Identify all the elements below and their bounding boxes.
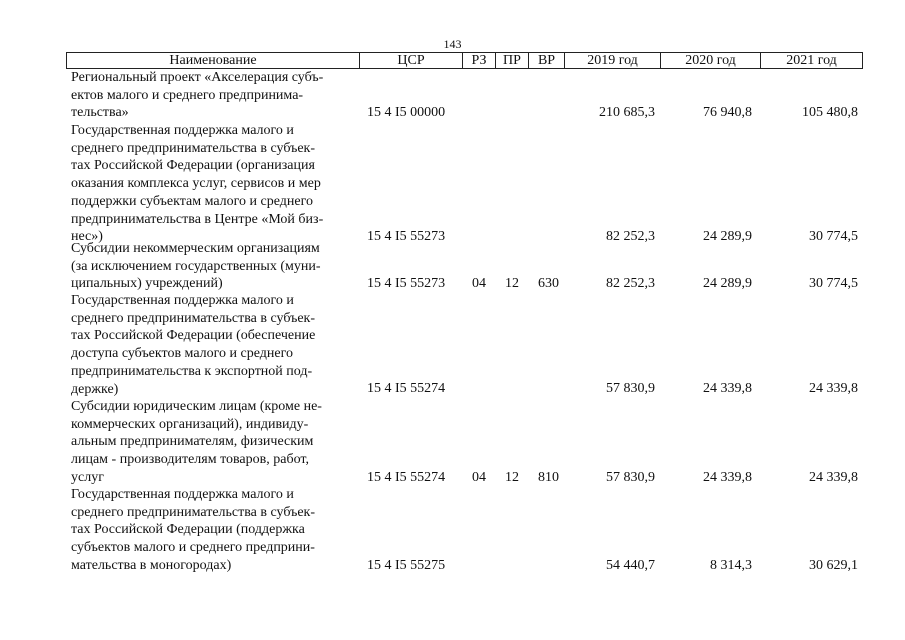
row-name-line: мательства в моногородах)	[71, 557, 232, 573]
table-header	[66, 52, 863, 69]
row-name-line: тельства»	[71, 105, 129, 121]
header-2021: 2021 год	[760, 53, 862, 68]
row-2020: 76 940,8	[703, 105, 752, 121]
row-name-line: Субсидии юридическим лицам (кроме не-	[71, 399, 322, 414]
row-csr: 15 4 I5 55274	[367, 381, 446, 397]
row-2021: 30 774,5	[809, 276, 858, 292]
row-csr: 15 4 I5 55273	[367, 229, 446, 245]
row-name-line: Государственная поддержка малого и	[71, 293, 294, 308]
page-number: 143	[443, 37, 462, 51]
row-2019: 82 252,3	[606, 229, 655, 245]
row-csr: 15 4 I5 00000	[367, 105, 446, 121]
row-2019: 57 830,9	[606, 381, 655, 397]
row-name	[71, 486, 361, 575]
row-2021: 30 774,5	[809, 229, 858, 245]
row-2020: 24 289,9	[703, 276, 752, 292]
row-csr: 15 4 I5 55273	[367, 276, 446, 292]
row-name-line: Государственная поддержка малого и	[71, 123, 294, 138]
row-csr: 15 4 I5 55275	[367, 557, 446, 573]
row-name-line: среднего предпринимательства в субъек-	[71, 310, 316, 326]
row-2019: 57 830,9	[606, 469, 655, 485]
header-csr: ЦСР	[359, 53, 462, 68]
row-name-line: тах Российской Федерации (поддержка	[71, 522, 305, 538]
header-2020: 2020 год	[660, 53, 760, 68]
row-pr: 12	[505, 469, 519, 485]
row-name-line: услуг	[71, 469, 104, 485]
row-name-line: поддержки субъектам малого и среднего	[71, 193, 314, 209]
row-name-line: предпринимательства в Центре «Мой биз-	[71, 211, 324, 227]
row-2020: 24 339,8	[703, 381, 752, 397]
table-row	[0, 69, 905, 122]
header-vr: ВР	[528, 53, 564, 68]
row-name-line: альным предпринимателям, физическим	[71, 434, 314, 450]
header-pr: ПР	[495, 53, 528, 68]
row-2019: 82 252,3	[606, 276, 655, 292]
row-name-line: среднего предпринимательства в субъек-	[71, 504, 316, 520]
row-2019: 54 440,7	[606, 557, 655, 573]
row-name-line: нес»)	[71, 229, 103, 245]
row-rz: 04	[472, 276, 486, 292]
row-name-line: Государственная поддержка малого и	[71, 487, 294, 502]
row-csr: 15 4 I5 55274	[367, 469, 446, 485]
table-row	[0, 122, 905, 246]
row-name-line: доступа субъектов малого и среднего	[71, 346, 293, 362]
row-name-line: тах Российской Федерации (обеспечение	[71, 328, 316, 344]
row-2021: 105 480,8	[802, 105, 858, 121]
row-vr: 630	[538, 276, 559, 292]
row-name-line: (за исключением государственных (муни-	[71, 258, 321, 274]
row-name-line: среднего предпринимательства в субъек-	[71, 140, 316, 156]
row-name-line: оказания комплекса услуг, сервисов и мер	[71, 176, 321, 192]
header-name: Наименование	[169, 53, 257, 68]
row-name-line: предпринимательства к экспортной под-	[71, 363, 313, 379]
row-2021: 24 339,8	[809, 469, 858, 485]
row-name	[71, 398, 361, 487]
row-2020: 8 314,3	[710, 557, 752, 573]
table-row	[0, 292, 905, 398]
row-name-line: ектов малого и среднего предпринима-	[71, 87, 304, 103]
header-rz: РЗ	[462, 53, 495, 68]
row-2021: 24 339,8	[809, 381, 858, 397]
row-name-line: Субсидии некоммерческим организациям	[71, 241, 320, 256]
row-name-line: лицам - производителям товаров, работ,	[71, 452, 309, 468]
row-2020: 24 339,8	[703, 469, 752, 485]
table-row	[0, 398, 905, 487]
table-row	[0, 240, 905, 293]
row-name	[71, 122, 361, 246]
header-2019: 2019 год	[564, 53, 660, 68]
row-2021: 30 629,1	[809, 557, 858, 573]
table-row	[0, 486, 905, 575]
row-2019: 210 685,3	[599, 105, 655, 121]
row-vr: 810	[538, 469, 559, 485]
row-name	[71, 240, 361, 293]
row-name	[71, 69, 361, 122]
row-name-line: держке)	[71, 381, 119, 397]
row-name-line: тах Российской Федерации (организация	[71, 158, 315, 174]
row-rz: 04	[472, 469, 486, 485]
row-name-line: коммерческих организаций), индивиду-	[71, 416, 309, 432]
row-name-line: субъектов малого и среднего предприни-	[71, 540, 315, 556]
row-pr: 12	[505, 276, 519, 292]
row-2020: 24 289,9	[703, 229, 752, 245]
row-name-line: Региональный проект «Акселерация субъ-	[71, 70, 324, 85]
row-name-line: ципальных) учреждений)	[71, 276, 223, 292]
row-name	[71, 292, 361, 398]
